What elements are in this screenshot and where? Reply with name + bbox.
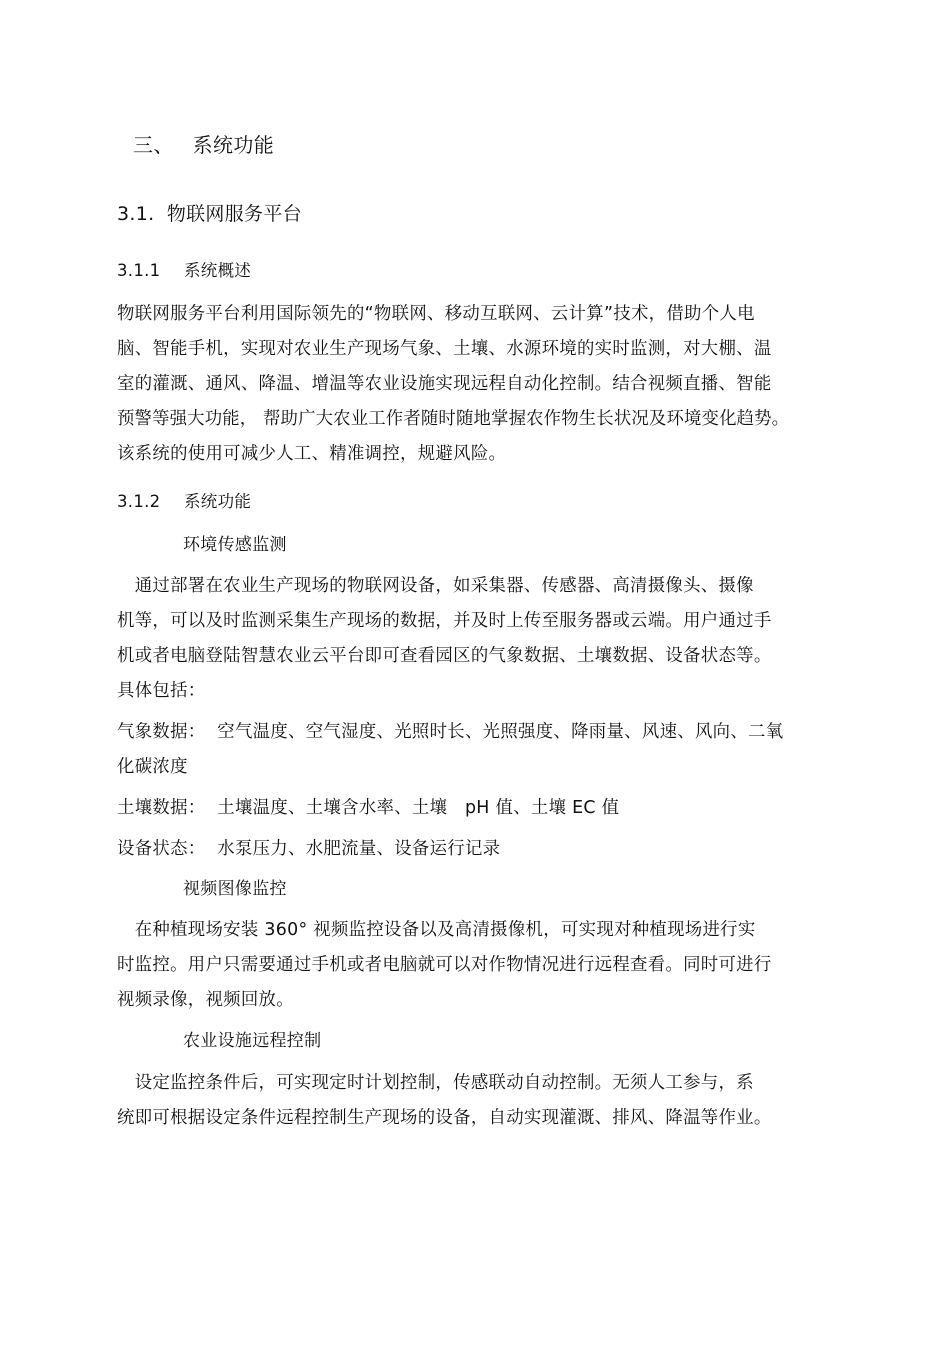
soil-label: 土壤数据： <box>117 798 206 818</box>
section-number: 3.1. <box>117 203 155 225</box>
soil-value: 土壤温度、土壤含水率、土壤 pH 值、土壤 EC 值 <box>217 798 620 818</box>
chapter-number: 三、 <box>133 133 174 157</box>
env-line-4: 具体包括： <box>117 681 206 701</box>
overview-line-4: 预警等强大功能， 帮助广大农业工作者随时随地掌握农作物生长状况及环境变化趋势。 <box>117 409 790 429</box>
video-line-2: 时监控。用户只需要通过手机或者电脑就可以对作物情况进行远程查看。同时可进行 <box>117 955 772 975</box>
weather-value: 空气温度、空气湿度、光照时长、光照强度、降雨量、风速、风向、二氧 <box>217 722 784 742</box>
env-line-1: 通过部署在农业生产现场的物联网设备，如采集器、传感器、高清摄像头、摄像 <box>117 576 754 596</box>
weather-row <box>117 720 783 744</box>
overview-line-5: 该系统的使用可减少人工、精准调控，规避风险。 <box>117 444 507 464</box>
soil-row <box>117 796 619 820</box>
overview-heading <box>117 259 251 283</box>
overview-line-3: 室的灌溉、通风、降温、增温等农业设施实现远程自动化控制。结合视频直播、智能 <box>117 374 772 394</box>
env-subheading: 环境传感监测 <box>183 535 287 555</box>
functions-title: 系统功能 <box>184 492 252 511</box>
overview-line-2: 脑、智能手机，实现对农业生产现场气象、土壤、水源环境的实时监测，对大棚、温 <box>117 339 772 359</box>
weather-value-cont: 化碳浓度 <box>117 757 188 777</box>
video-subheading: 视频图像监控 <box>183 879 287 899</box>
env-line-2: 机等，可以及时监测采集生产现场的数据，并及时上传至服务器或云端。用户通过手 <box>117 611 772 631</box>
overview-line-1: 物联网服务平台利用国际领先的“物联网、移动互联网、云计算”技术，借助个人电 <box>117 304 755 324</box>
section-title: 物联网服务平台 <box>166 203 302 225</box>
functions-number: 3.1.2 <box>117 492 161 511</box>
section-heading <box>117 201 302 227</box>
chapter-heading <box>133 131 274 159</box>
chapter-title: 系统功能 <box>192 133 275 157</box>
env-line-3: 机或者电脑登陆智慧农业云平台即可查看园区的气象数据、土壤数据、设备状态等。 <box>117 646 772 666</box>
overview-number: 3.1.1 <box>117 261 161 280</box>
remote-line-2: 统即可根据设定条件远程控制生产现场的设备，自动实现灌溉、排风、降温等作业。 <box>117 1108 772 1128</box>
remote-subheading: 农业设施远程控制 <box>183 1031 322 1051</box>
video-line-1: 在种植现场安装 360° 视频监控设备以及高清摄像机，可实现对种植现场进行实 <box>117 920 756 940</box>
video-line-3: 视频录像，视频回放。 <box>117 990 294 1010</box>
remote-line-1: 设定监控条件后，可实现定时计划控制，传感联动自动控制。无须人工参与，系 <box>117 1073 754 1093</box>
device-value: 水泵压力、水肥流量、设备运行记录 <box>217 839 501 859</box>
weather-label: 气象数据： <box>117 722 206 742</box>
device-row <box>117 837 500 861</box>
device-label: 设备状态： <box>117 839 206 859</box>
overview-title: 系统概述 <box>184 261 252 280</box>
functions-heading <box>117 490 251 514</box>
